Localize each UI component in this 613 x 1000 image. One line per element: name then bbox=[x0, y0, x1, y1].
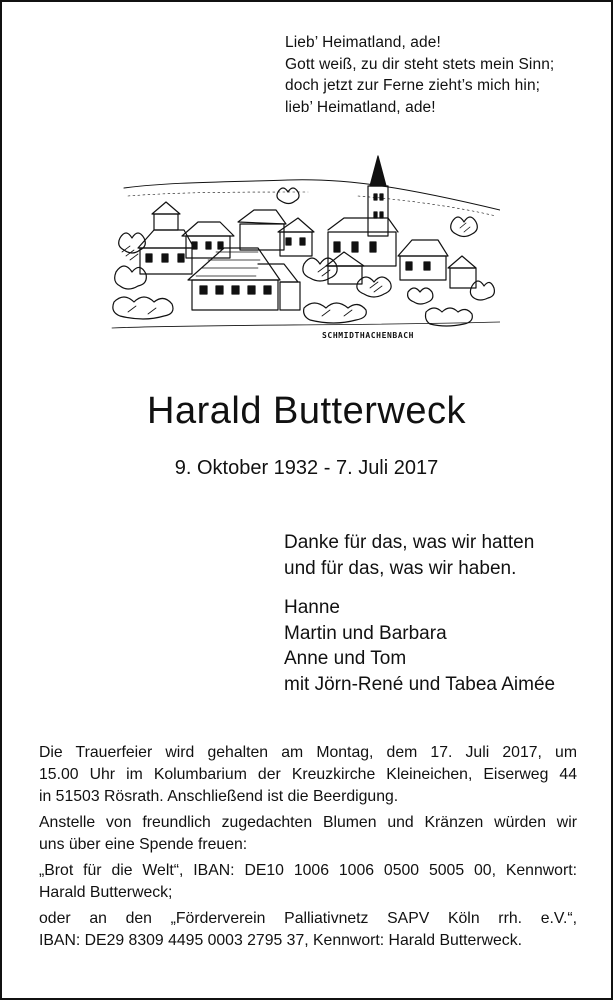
illustration-caption: SCHMIDTHACHENBACH bbox=[322, 331, 415, 340]
ceremony-line: Die Trauerfeier wird gehalten am Montag, dem 17. Juli 2017, um bbox=[39, 744, 577, 761]
donation-intro-paragraph bbox=[39, 812, 577, 856]
donation-1-line: „Brot für die Welt“, IBAN: DE10 1006 1006 0500 5005 00, Kennwort: bbox=[39, 862, 577, 879]
poem-line: Lieb’ Heimatland, ade! bbox=[285, 34, 441, 51]
farewell-poem bbox=[285, 32, 554, 118]
poem-line: lieb’ Heimatland, ade! bbox=[285, 98, 436, 116]
donation-option-2 bbox=[39, 908, 577, 952]
deceased-name: Harald Butterweck bbox=[147, 390, 466, 432]
donation-option-1 bbox=[39, 860, 577, 904]
ceremony-line: 15.00 Uhr im Kolumbarium der Kreuzkirche Kleineichen, Eiserweg 44 bbox=[39, 766, 577, 783]
mourner-name: Martin und Barbara bbox=[284, 622, 447, 644]
life-dates: 9. Oktober 1932 - 7. Juli 2017 bbox=[174, 457, 439, 479]
donation-intro-line: uns über eine Spende freuen: bbox=[39, 836, 248, 853]
village-sketch-drawing bbox=[108, 152, 500, 348]
thanks-line: und für das, was wir haben. bbox=[284, 558, 517, 579]
mourners-list bbox=[284, 595, 555, 697]
mourner-name: Hanne bbox=[284, 597, 340, 618]
village-sketch-illustration bbox=[108, 152, 500, 348]
mourner-name: mit Jörn-René und Tabea Aimée bbox=[284, 673, 556, 695]
donation-2-line: oder an den „Förderverein Palliativnetz SAPV Köln rrh. e.V.“, bbox=[39, 910, 577, 927]
ceremony-line: in 51503 Rösrath. Anschließend ist die Beerdigung. bbox=[39, 788, 399, 805]
ceremony-paragraph bbox=[39, 742, 577, 808]
donation-intro-line: Anstelle von freundlich zugedachten Blumen und Kränzen würden wir bbox=[39, 814, 577, 831]
donation-1-line: Harald Butterweck; bbox=[39, 884, 173, 901]
donation-2-line: IBAN: DE29 8309 4495 0003 2795 37, Kennwort: Harald Butterweck. bbox=[39, 932, 522, 949]
thanks-verse bbox=[284, 530, 534, 582]
poem-line: doch jetzt zur Ferne zieht’s mich hin; bbox=[285, 77, 541, 94]
thanks-line: Danke für das, was wir hatten bbox=[284, 532, 535, 553]
poem-line: Gott weiß, zu dir steht stets mein Sinn; bbox=[285, 55, 555, 73]
funeral-information bbox=[39, 742, 577, 956]
mourner-name: Anne und Tom bbox=[284, 648, 407, 669]
